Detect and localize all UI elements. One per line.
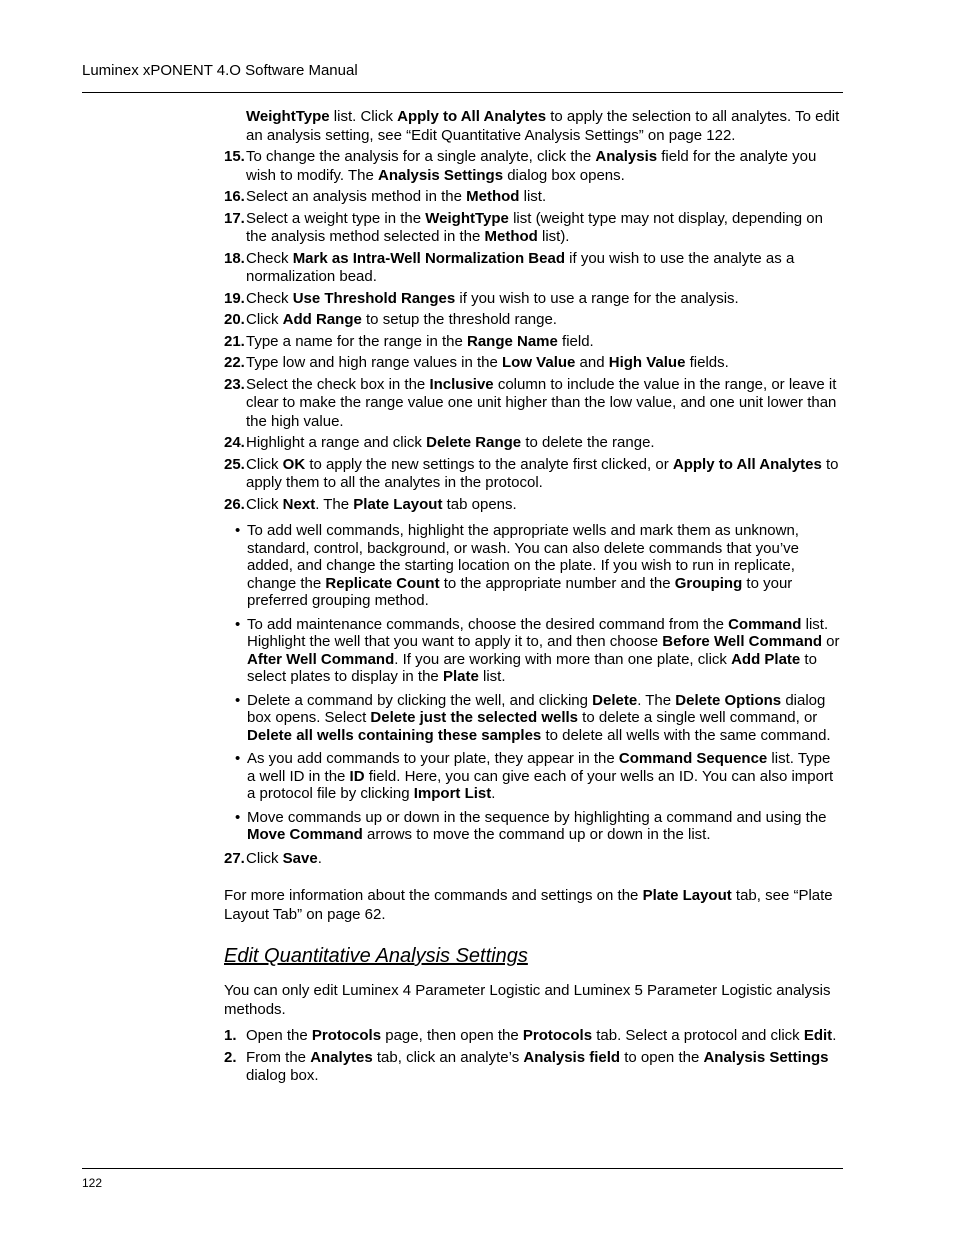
bullet-text: To add well commands, highlight the appropriate wells and mark them as unknown, standard, control, background, or wash. You can also delete commands that you’ve added, and change the starting location on the plate. If you wish to run in replicate, change the Replicate Count to the appropriate number and the Grouping to your preferred grouping method.	[247, 522, 800, 609]
bullet-text: To add maintenance commands, choose the desired command from the Command list. Highlight the well that you want to apply it to, and then choose Before Well Command or After Well Command. If you are working with more than one plate, click Add Plate to select plates to display in the Plate list.	[247, 615, 840, 685]
step-number: 19.	[224, 289, 245, 307]
step-text: Select the check box in the Inclusive column to include the value in the range, or leave it clear to make the range value one unit higher than the low value, and one unit lower than the high value.	[246, 375, 837, 430]
bullet-item	[224, 616, 840, 686]
step-text: Click Add Range to setup the threshold range.	[246, 311, 557, 328]
bullet-item	[224, 809, 840, 844]
footer-rule	[82, 1168, 843, 1169]
bullet-item	[224, 692, 840, 745]
step-25	[224, 456, 840, 493]
step-15	[224, 148, 840, 185]
step-text: Check Use Threshold Ranges if you wish to use a range for the analysis.	[246, 289, 739, 307]
step-text: Select an analysis method in the Method list.	[246, 188, 547, 205]
step-text: To change the analysis for a single analyte, click the Analysis field for the analyte you wish to modify. The Analysis Settings dialog box opens.	[246, 148, 817, 184]
step-number: 21.	[224, 332, 245, 350]
bullet-icon: •	[235, 522, 241, 539]
step-16	[224, 188, 840, 207]
step-number: 18.	[224, 249, 245, 267]
step-number: 22.	[224, 354, 245, 371]
step-number: 25.	[224, 455, 245, 473]
step-number: 16.	[224, 188, 245, 205]
step-number: 20.	[224, 311, 245, 328]
step-text: Type low and high range values in the Low Value and High Value fields.	[246, 354, 729, 371]
step-22	[224, 354, 840, 373]
step-21	[224, 333, 840, 352]
section-heading: Edit Quantitative Analysis Settings	[224, 945, 528, 967]
bullet-icon: •	[235, 691, 241, 709]
page-number: 122	[82, 1176, 103, 1190]
step-number: 23.	[224, 375, 245, 393]
step-number: 2.	[224, 1048, 237, 1066]
step-list	[224, 148, 840, 514]
section-step-1	[224, 1027, 840, 1046]
bullet-text: Move commands up or down in the sequence by highlighting a command and using the Move Command arrows to move the command up or down in the list.	[247, 808, 827, 843]
bullet-icon: •	[235, 750, 241, 767]
step-text: Open the Protocols page, then open the Protocols tab. Select a protocol and click Edit.	[246, 1027, 837, 1044]
bullet-text: Delete a command by clicking the well, and clicking Delete. The Delete Options dialog box opens. Select Delete just the selected wells to delete a single well command, or Delete all wells containing these samples to delete all wells with the same command.	[247, 691, 831, 744]
step-text: Click Next. The Plate Layout tab opens.	[246, 495, 517, 513]
step-27	[224, 850, 840, 869]
step-text: From the Analytes tab, click an analyte’s Analysis field to open the Analysis Settings dialog box.	[246, 1048, 829, 1084]
bullet-item	[224, 522, 840, 610]
step-text: Type a name for the range in the Range Name field.	[246, 332, 594, 350]
bullet-text: As you add commands to your plate, they appear in the Command Sequence list. Type a well ID in the ID field. Here, you can give each of your wells an ID. You can also import a protocol file by clicking Import List.	[247, 750, 834, 802]
step-text: Highlight a range and click Delete Range to delete the range.	[246, 434, 655, 451]
bullet-icon: •	[235, 615, 241, 633]
step-17	[224, 210, 840, 247]
step-24	[224, 434, 840, 453]
running-header: Luminex xPONENT 4.O Software Manual	[82, 62, 358, 79]
step-18	[224, 250, 840, 287]
bullet-icon: •	[235, 808, 241, 826]
step-26	[224, 496, 840, 515]
header-rule	[82, 92, 843, 93]
section-step-2	[224, 1049, 840, 1086]
bullet-list	[224, 522, 840, 844]
bullet-item	[224, 750, 840, 803]
step-number: 26.	[224, 495, 245, 513]
continued-step-text: WeightType list. Click Apply to All Analytes to apply the selection to all analytes. To edit an analysis setting, see “Edit Quantitative Analysis Settings” on page 122.	[246, 108, 840, 144]
more-info-paragraph: For more information about the commands and settings on the Plate Layout tab, see “Plate Layout Tab” on page 62.	[224, 887, 833, 923]
step-number: 15.	[224, 148, 245, 165]
step-number: 27.	[224, 849, 245, 867]
step-text: Click Save.	[246, 849, 322, 867]
step-text: Click OK to apply the new settings to the analyte first clicked, or Apply to All Analytes to apply them to all the analytes in the protocol.	[246, 455, 839, 491]
step-number: 17.	[224, 209, 245, 227]
page-body	[224, 108, 840, 1089]
step-number: 24.	[224, 434, 245, 451]
step-number: 1.	[224, 1027, 237, 1044]
section-intro: You can only edit Luminex 4 Parameter Logistic and Luminex 5 Parameter Logistic analysis methods.	[224, 982, 831, 1018]
step-text: Select a weight type in the WeightType list (weight type may not display, depending on the analysis method selected in the Method list).	[246, 209, 823, 245]
step-20	[224, 311, 840, 330]
step-23	[224, 376, 840, 432]
step-19	[224, 290, 840, 309]
step-text: Check Mark as Intra-Well Normalization Bead if you wish to use the analyte as a normalization bead.	[246, 249, 795, 285]
